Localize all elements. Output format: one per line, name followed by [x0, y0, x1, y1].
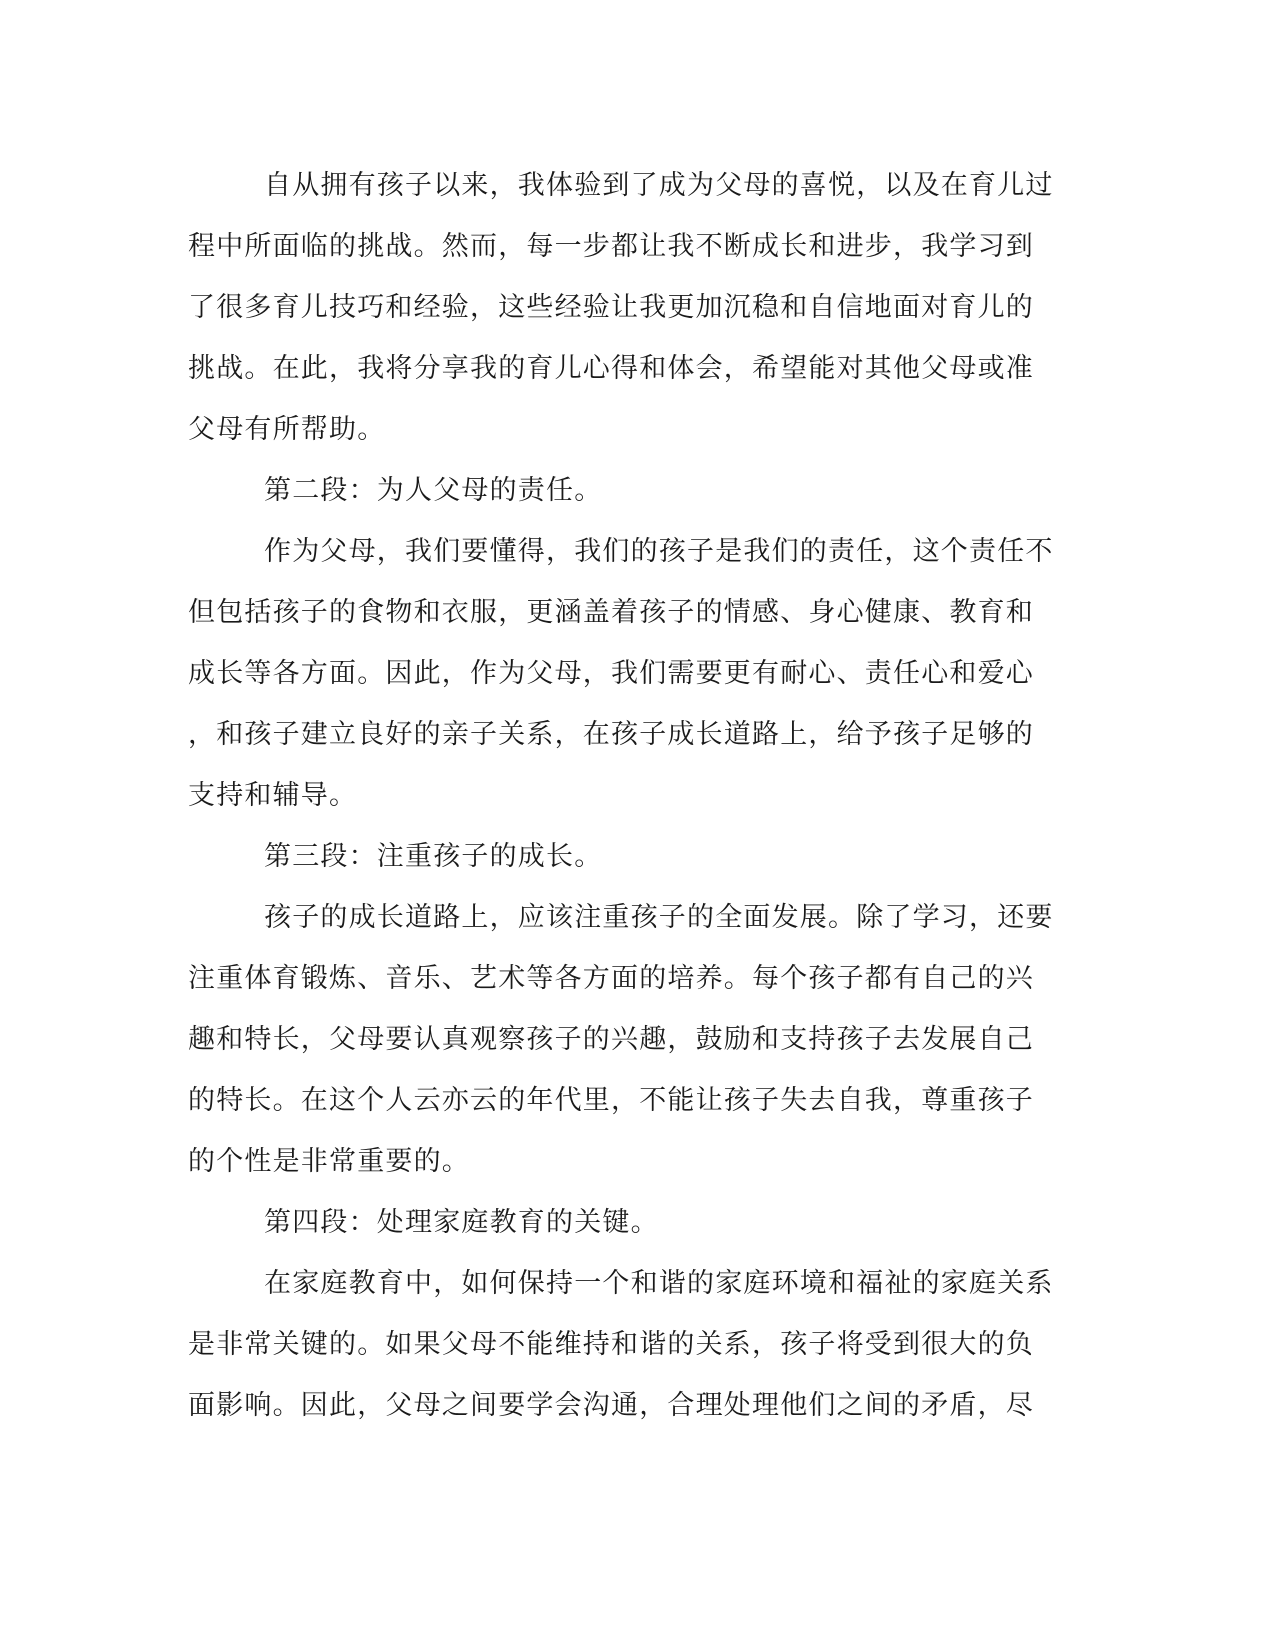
heading-text: 第三段：注重孩子的成长。 — [264, 841, 603, 872]
text-line: 支持和辅导。 — [188, 780, 358, 811]
text-line: 孩子的成长道路上，应该注重孩子的全面发展。除了学习，还要 — [264, 902, 1054, 933]
text-line: 自从拥有孩子以来，我体验到了成为父母的喜悦，以及在育儿过 — [264, 170, 1054, 201]
text-line: 在家庭教育中，如何保持一个和谐的家庭环境和福祉的家庭关系 — [264, 1268, 1054, 1299]
section-heading-2 — [188, 460, 1078, 521]
text-line: 程中所面临的挑战。然而，每一步都让我不断成长和进步，我学习到 — [188, 231, 1034, 262]
text-line: 挑战。在此，我将分享我的育儿心得和体会，希望能对其他父母或准 — [188, 353, 1034, 384]
heading-text: 第四段：处理家庭教育的关键。 — [264, 1207, 659, 1238]
text-line: 但包括孩子的食物和衣服，更涵盖着孩子的情感、身心健康、教育和 — [188, 597, 1034, 628]
text-line: 的个性是非常重要的。 — [188, 1146, 470, 1177]
text-line: 成长等各方面。因此，作为父母，我们需要更有耐心、责任心和爱心 — [188, 658, 1034, 689]
section-heading-3 — [188, 826, 1078, 887]
text-line: 是非常关键的。如果父母不能维持和谐的关系，孩子将受到很大的负 — [188, 1329, 1034, 1360]
text-line: 注重体育锻炼、音乐、艺术等各方面的培养。每个孩子都有自己的兴 — [188, 963, 1034, 994]
text-line: 父母有所帮助。 — [188, 414, 386, 445]
paragraph-responsibility — [188, 521, 1078, 826]
paragraph-intro — [188, 155, 1078, 460]
section-heading-4 — [188, 1192, 1078, 1253]
text-line: 面影响。因此，父母之间要学会沟通，合理处理他们之间的矛盾，尽 — [188, 1390, 1034, 1421]
text-line: 的特长。在这个人云亦云的年代里，不能让孩子失去自我，尊重孩子 — [188, 1085, 1034, 1116]
text-line: 趣和特长，父母要认真观察孩子的兴趣，鼓励和支持孩子去发展自己 — [188, 1024, 1034, 1055]
text-line: 作为父母，我们要懂得，我们的孩子是我们的责任，这个责任不 — [264, 536, 1054, 567]
text-line: ，和孩子建立良好的亲子关系，在孩子成长道路上，给予孩子足够的 — [188, 719, 1034, 750]
paragraph-family-education — [188, 1253, 1078, 1436]
heading-text: 第二段：为人父母的责任。 — [264, 475, 603, 506]
text-line: 了很多育儿技巧和经验，这些经验让我更加沉稳和自信地面对育儿的 — [188, 292, 1034, 323]
paragraph-growth — [188, 887, 1078, 1192]
document-body — [188, 155, 1078, 1436]
